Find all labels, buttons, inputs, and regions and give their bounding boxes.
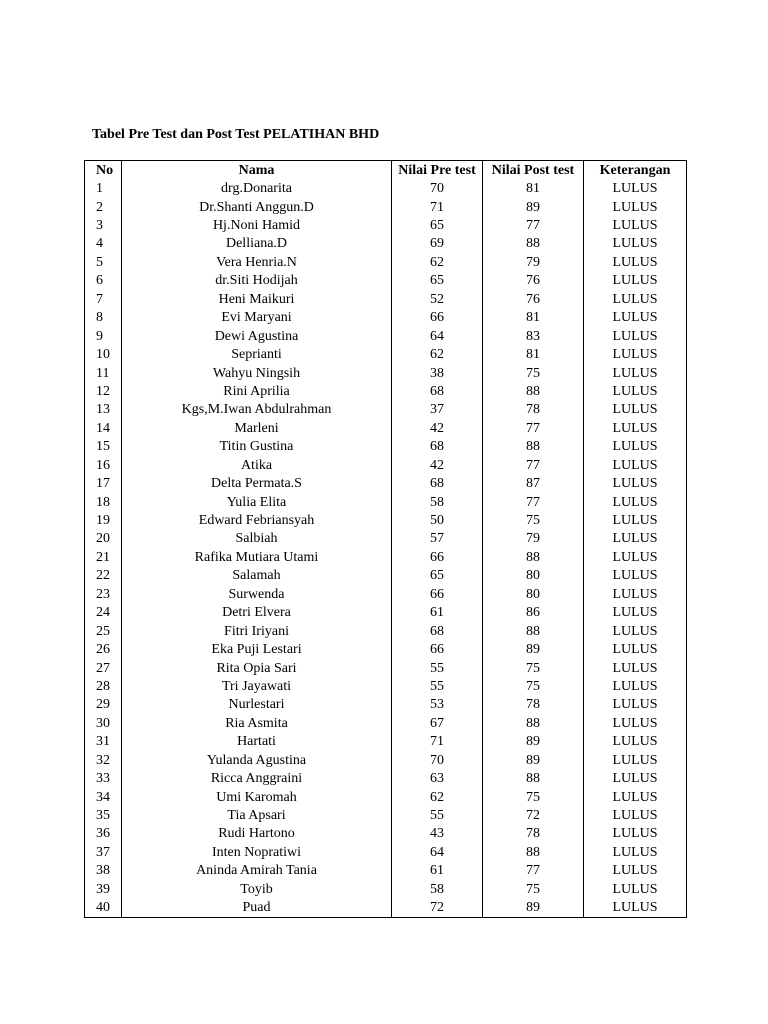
cell-nama: Umi Karomah (122, 788, 392, 806)
cell-post-test: 88 (483, 843, 584, 861)
cell-post-test: 81 (483, 179, 584, 197)
cell-keterangan: LULUS (584, 511, 687, 529)
cell-no: 35 (85, 806, 122, 824)
cell-no: 15 (85, 438, 122, 456)
cell-pre-test: 66 (392, 309, 483, 327)
table-row (85, 714, 687, 732)
cell-post-test: 76 (483, 272, 584, 290)
table-row (85, 401, 687, 419)
cell-keterangan: LULUS (584, 419, 687, 437)
cell-no: 12 (85, 382, 122, 400)
cell-post-test: 75 (483, 677, 584, 695)
table-body (85, 179, 687, 917)
cell-nama: Rafika Mutiara Utami (122, 548, 392, 566)
table-row (85, 235, 687, 253)
cell-no: 18 (85, 493, 122, 511)
cell-post-test: 78 (483, 401, 584, 419)
table-row (85, 585, 687, 603)
cell-pre-test: 37 (392, 401, 483, 419)
cell-nama: Tia Apsari (122, 806, 392, 824)
cell-pre-test: 65 (392, 216, 483, 234)
cell-post-test: 75 (483, 880, 584, 898)
table-row (85, 567, 687, 585)
cell-pre-test: 71 (392, 198, 483, 216)
table-row (85, 493, 687, 511)
cell-pre-test: 58 (392, 493, 483, 511)
cell-nama: Inten Nopratiwi (122, 843, 392, 861)
cell-pre-test: 55 (392, 677, 483, 695)
cell-nama: Wahyu Ningsih (122, 364, 392, 382)
cell-keterangan: LULUS (584, 474, 687, 492)
cell-nama: Detri Elvera (122, 604, 392, 622)
table-row (85, 530, 687, 548)
cell-keterangan: LULUS (584, 179, 687, 197)
cell-keterangan: LULUS (584, 290, 687, 308)
cell-no: 14 (85, 419, 122, 437)
cell-no: 29 (85, 696, 122, 714)
cell-pre-test: 70 (392, 179, 483, 197)
table-row (85, 382, 687, 400)
cell-keterangan: LULUS (584, 401, 687, 419)
cell-pre-test: 63 (392, 769, 483, 787)
cell-keterangan: LULUS (584, 751, 687, 769)
cell-keterangan: LULUS (584, 843, 687, 861)
table-row (85, 843, 687, 861)
cell-no: 13 (85, 401, 122, 419)
cell-no: 4 (85, 235, 122, 253)
header-keterangan: Keterangan (584, 161, 687, 180)
table-row (85, 880, 687, 898)
cell-keterangan: LULUS (584, 493, 687, 511)
cell-pre-test: 68 (392, 382, 483, 400)
cell-keterangan: LULUS (584, 585, 687, 603)
table-row (85, 419, 687, 437)
cell-post-test: 89 (483, 198, 584, 216)
cell-no: 19 (85, 511, 122, 529)
cell-pre-test: 61 (392, 862, 483, 880)
cell-no: 30 (85, 714, 122, 732)
cell-post-test: 78 (483, 696, 584, 714)
table-row (85, 548, 687, 566)
cell-no: 11 (85, 364, 122, 382)
cell-keterangan: LULUS (584, 345, 687, 363)
cell-post-test: 80 (483, 585, 584, 603)
cell-nama: Eka Puji Lestari (122, 640, 392, 658)
table-header-row (85, 161, 687, 180)
table-row (85, 806, 687, 824)
cell-nama: Yulia Elita (122, 493, 392, 511)
cell-no: 39 (85, 880, 122, 898)
cell-no: 10 (85, 345, 122, 363)
cell-pre-test: 52 (392, 290, 483, 308)
cell-keterangan: LULUS (584, 548, 687, 566)
cell-pre-test: 66 (392, 585, 483, 603)
cell-pre-test: 65 (392, 272, 483, 290)
cell-pre-test: 66 (392, 548, 483, 566)
table-row (85, 253, 687, 271)
cell-no: 8 (85, 309, 122, 327)
cell-nama: Ricca Anggraini (122, 769, 392, 787)
cell-no: 2 (85, 198, 122, 216)
cell-nama: Vera Henria.N (122, 253, 392, 271)
cell-post-test: 77 (483, 216, 584, 234)
cell-no: 34 (85, 788, 122, 806)
cell-pre-test: 55 (392, 806, 483, 824)
cell-no: 24 (85, 604, 122, 622)
cell-keterangan: LULUS (584, 677, 687, 695)
cell-keterangan: LULUS (584, 272, 687, 290)
table-row (85, 899, 687, 918)
cell-nama: Delta Permata.S (122, 474, 392, 492)
cell-nama: Salamah (122, 567, 392, 585)
cell-pre-test: 55 (392, 659, 483, 677)
table-row (85, 198, 687, 216)
cell-nama: Salbiah (122, 530, 392, 548)
cell-nama: drg.Donarita (122, 179, 392, 197)
table-row (85, 438, 687, 456)
cell-pre-test: 67 (392, 714, 483, 732)
cell-pre-test: 64 (392, 843, 483, 861)
grades-table (84, 160, 687, 918)
cell-pre-test: 62 (392, 788, 483, 806)
table-row (85, 474, 687, 492)
cell-pre-test: 38 (392, 364, 483, 382)
table-row (85, 862, 687, 880)
cell-nama: Titin Gustina (122, 438, 392, 456)
cell-no: 17 (85, 474, 122, 492)
cell-pre-test: 61 (392, 604, 483, 622)
cell-post-test: 79 (483, 530, 584, 548)
cell-no: 3 (85, 216, 122, 234)
cell-keterangan: LULUS (584, 382, 687, 400)
cell-post-test: 83 (483, 327, 584, 345)
table-row (85, 456, 687, 474)
cell-no: 20 (85, 530, 122, 548)
cell-no: 6 (85, 272, 122, 290)
cell-post-test: 86 (483, 604, 584, 622)
cell-nama: Ria Asmita (122, 714, 392, 732)
cell-post-test: 77 (483, 419, 584, 437)
cell-post-test: 75 (483, 364, 584, 382)
cell-keterangan: LULUS (584, 659, 687, 677)
cell-pre-test: 69 (392, 235, 483, 253)
table-row (85, 327, 687, 345)
cell-nama: dr.Siti Hodijah (122, 272, 392, 290)
cell-no: 33 (85, 769, 122, 787)
header-pre-test: Nilai Pre test (392, 161, 483, 180)
cell-keterangan: LULUS (584, 198, 687, 216)
table-row (85, 622, 687, 640)
cell-keterangan: LULUS (584, 456, 687, 474)
cell-no: 23 (85, 585, 122, 603)
cell-no: 25 (85, 622, 122, 640)
cell-no: 7 (85, 290, 122, 308)
table-row (85, 309, 687, 327)
cell-post-test: 89 (483, 899, 584, 918)
cell-pre-test: 50 (392, 511, 483, 529)
cell-nama: Edward Febriansyah (122, 511, 392, 529)
cell-nama: Evi Maryani (122, 309, 392, 327)
cell-pre-test: 68 (392, 474, 483, 492)
cell-post-test: 87 (483, 474, 584, 492)
cell-pre-test: 71 (392, 733, 483, 751)
header-post-test: Nilai Post test (483, 161, 584, 180)
table-row (85, 364, 687, 382)
cell-no: 40 (85, 899, 122, 918)
table-row (85, 825, 687, 843)
cell-no: 37 (85, 843, 122, 861)
cell-nama: Yulanda Agustina (122, 751, 392, 769)
cell-post-test: 88 (483, 235, 584, 253)
cell-keterangan: LULUS (584, 696, 687, 714)
table-row (85, 751, 687, 769)
cell-keterangan: LULUS (584, 862, 687, 880)
cell-nama: Nurlestari (122, 696, 392, 714)
cell-keterangan: LULUS (584, 309, 687, 327)
cell-pre-test: 42 (392, 419, 483, 437)
cell-no: 26 (85, 640, 122, 658)
cell-nama: Fitri Iriyani (122, 622, 392, 640)
cell-post-test: 81 (483, 309, 584, 327)
cell-nama: Puad (122, 899, 392, 918)
cell-pre-test: 62 (392, 253, 483, 271)
cell-nama: Dr.Shanti Anggun.D (122, 198, 392, 216)
cell-keterangan: LULUS (584, 733, 687, 751)
cell-no: 21 (85, 548, 122, 566)
cell-nama: Delliana.D (122, 235, 392, 253)
cell-pre-test: 66 (392, 640, 483, 658)
cell-no: 32 (85, 751, 122, 769)
cell-post-test: 78 (483, 825, 584, 843)
cell-pre-test: 65 (392, 567, 483, 585)
cell-keterangan: LULUS (584, 253, 687, 271)
table-row (85, 179, 687, 197)
cell-nama: Hj.Noni Hamid (122, 216, 392, 234)
table-row (85, 640, 687, 658)
cell-no: 31 (85, 733, 122, 751)
header-nama: Nama (122, 161, 392, 180)
cell-keterangan: LULUS (584, 235, 687, 253)
cell-nama: Seprianti (122, 345, 392, 363)
cell-pre-test: 43 (392, 825, 483, 843)
cell-post-test: 81 (483, 345, 584, 363)
cell-keterangan: LULUS (584, 788, 687, 806)
table-row (85, 604, 687, 622)
header-no: No (85, 161, 122, 180)
cell-post-test: 77 (483, 493, 584, 511)
cell-keterangan: LULUS (584, 567, 687, 585)
cell-no: 36 (85, 825, 122, 843)
cell-no: 1 (85, 179, 122, 197)
cell-keterangan: LULUS (584, 364, 687, 382)
cell-pre-test: 58 (392, 880, 483, 898)
cell-keterangan: LULUS (584, 604, 687, 622)
cell-post-test: 89 (483, 751, 584, 769)
cell-no: 22 (85, 567, 122, 585)
cell-keterangan: LULUS (584, 899, 687, 918)
cell-no: 38 (85, 862, 122, 880)
cell-nama: Rita Opia Sari (122, 659, 392, 677)
cell-post-test: 75 (483, 659, 584, 677)
cell-pre-test: 68 (392, 438, 483, 456)
cell-post-test: 88 (483, 548, 584, 566)
cell-post-test: 89 (483, 733, 584, 751)
cell-post-test: 80 (483, 567, 584, 585)
cell-nama: Dewi Agustina (122, 327, 392, 345)
cell-keterangan: LULUS (584, 769, 687, 787)
table-row (85, 677, 687, 695)
cell-nama: Marleni (122, 419, 392, 437)
cell-no: 27 (85, 659, 122, 677)
cell-post-test: 77 (483, 862, 584, 880)
table-row (85, 272, 687, 290)
cell-no: 16 (85, 456, 122, 474)
cell-post-test: 88 (483, 769, 584, 787)
cell-pre-test: 68 (392, 622, 483, 640)
cell-nama: Heni Maikuri (122, 290, 392, 308)
cell-pre-test: 57 (392, 530, 483, 548)
cell-keterangan: LULUS (584, 327, 687, 345)
cell-no: 28 (85, 677, 122, 695)
page-title: Tabel Pre Test dan Post Test PELATIHAN BHD (92, 127, 380, 142)
table-row (85, 659, 687, 677)
cell-keterangan: LULUS (584, 714, 687, 732)
table-row (85, 733, 687, 751)
cell-pre-test: 70 (392, 751, 483, 769)
cell-keterangan: LULUS (584, 825, 687, 843)
cell-nama: Toyib (122, 880, 392, 898)
cell-keterangan: LULUS (584, 438, 687, 456)
cell-pre-test: 53 (392, 696, 483, 714)
cell-keterangan: LULUS (584, 640, 687, 658)
cell-no: 9 (85, 327, 122, 345)
cell-post-test: 79 (483, 253, 584, 271)
cell-post-test: 89 (483, 640, 584, 658)
cell-keterangan: LULUS (584, 880, 687, 898)
cell-post-test: 88 (483, 714, 584, 732)
cell-pre-test: 42 (392, 456, 483, 474)
cell-nama: Kgs,M.Iwan Abdulrahman (122, 401, 392, 419)
cell-post-test: 88 (483, 382, 584, 400)
cell-nama: Rini Aprilia (122, 382, 392, 400)
table-row (85, 769, 687, 787)
cell-keterangan: LULUS (584, 216, 687, 234)
table-row (85, 216, 687, 234)
cell-post-test: 75 (483, 788, 584, 806)
cell-post-test: 88 (483, 438, 584, 456)
cell-nama: Rudi Hartono (122, 825, 392, 843)
cell-keterangan: LULUS (584, 622, 687, 640)
cell-keterangan: LULUS (584, 530, 687, 548)
cell-nama: Atika (122, 456, 392, 474)
cell-no: 5 (85, 253, 122, 271)
cell-post-test: 77 (483, 456, 584, 474)
cell-nama: Aninda Amirah Tania (122, 862, 392, 880)
table-row (85, 511, 687, 529)
cell-pre-test: 72 (392, 899, 483, 918)
table-row (85, 788, 687, 806)
cell-nama: Hartati (122, 733, 392, 751)
table-row (85, 290, 687, 308)
cell-pre-test: 62 (392, 345, 483, 363)
cell-post-test: 75 (483, 511, 584, 529)
cell-post-test: 88 (483, 622, 584, 640)
cell-post-test: 72 (483, 806, 584, 824)
table-row (85, 696, 687, 714)
cell-pre-test: 64 (392, 327, 483, 345)
cell-post-test: 76 (483, 290, 584, 308)
cell-nama: Surwenda (122, 585, 392, 603)
cell-keterangan: LULUS (584, 806, 687, 824)
cell-nama: Tri Jayawati (122, 677, 392, 695)
table-row (85, 345, 687, 363)
